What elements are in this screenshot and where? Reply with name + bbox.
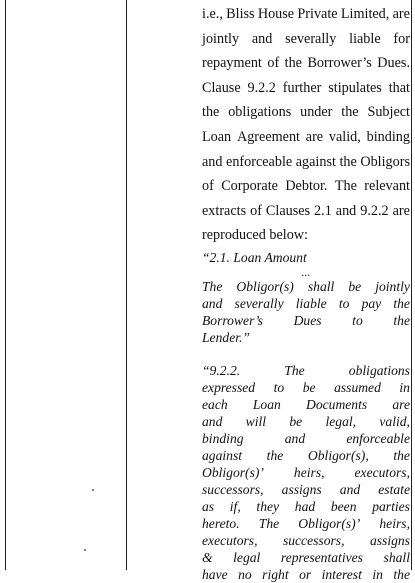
text-line: the obligations under the Subject: [202, 104, 410, 121]
text-line: repayment of the Borrower’s Dues.: [202, 55, 410, 72]
text-line: successors, assigns and estate: [202, 481, 410, 497]
text-line: Lender.”: [202, 329, 250, 345]
text-line: “9.2.2. The obligations: [202, 362, 410, 378]
paragraph-cell: [202, 2, 410, 583]
text-line: as if, they had been parties: [202, 498, 410, 514]
quote-clause-2-1: [202, 278, 410, 346]
body-paragraph: [202, 2, 410, 248]
text-line: against the Obligor(s), the: [202, 447, 410, 463]
text-line: and will be legal, valid,: [202, 413, 410, 429]
table-border-right: [411, 0, 412, 570]
text-line: Clause 9.2.2 further stipulates that: [202, 79, 410, 96]
text-line: The Obligor(s) shall be jointly: [202, 278, 410, 294]
text-line: extracts of Clauses 2.1 and 9.2.2 are: [202, 202, 410, 219]
text-line: reproduced below:: [202, 227, 308, 244]
table-column-divider: [126, 0, 127, 570]
scan-speck: [92, 489, 94, 491]
text-line: have no right or interest in the: [202, 566, 410, 582]
text-line: expressed to be assumed in: [202, 379, 410, 395]
text-line: Obligor(s)’ heirs, executors,: [202, 464, 410, 480]
text-line: and severally liable to pay the: [202, 295, 410, 311]
text-line: jointly and severally liable for: [202, 30, 410, 47]
text-line: Loan Agreement are valid, binding: [202, 128, 410, 145]
text-line: and enforceable against the Obligors: [202, 153, 410, 170]
text-line: & legal representatives shall: [202, 549, 410, 565]
text-line: i.e., Bliss House Private Limited, are: [202, 6, 410, 22]
quote-clause-9-2-2: [202, 362, 410, 583]
text-line: each Loan Documents are: [202, 396, 410, 412]
text-line: hereto. The Obligor(s)’ heirs,: [202, 515, 410, 531]
table-border-left: [5, 0, 6, 570]
text-line: binding and enforceable: [202, 430, 410, 446]
text-line: Borrower’s Dues to the: [202, 312, 410, 328]
text-line: of Corporate Debtor. The relevant: [202, 178, 410, 195]
quote-heading: “2.1. Loan Amount: [202, 249, 307, 265]
scan-speck: [84, 549, 86, 551]
spacer: [202, 346, 410, 362]
text-line: executors, successors, assigns: [202, 532, 410, 548]
quote-ellipsis: ...: [301, 264, 311, 279]
